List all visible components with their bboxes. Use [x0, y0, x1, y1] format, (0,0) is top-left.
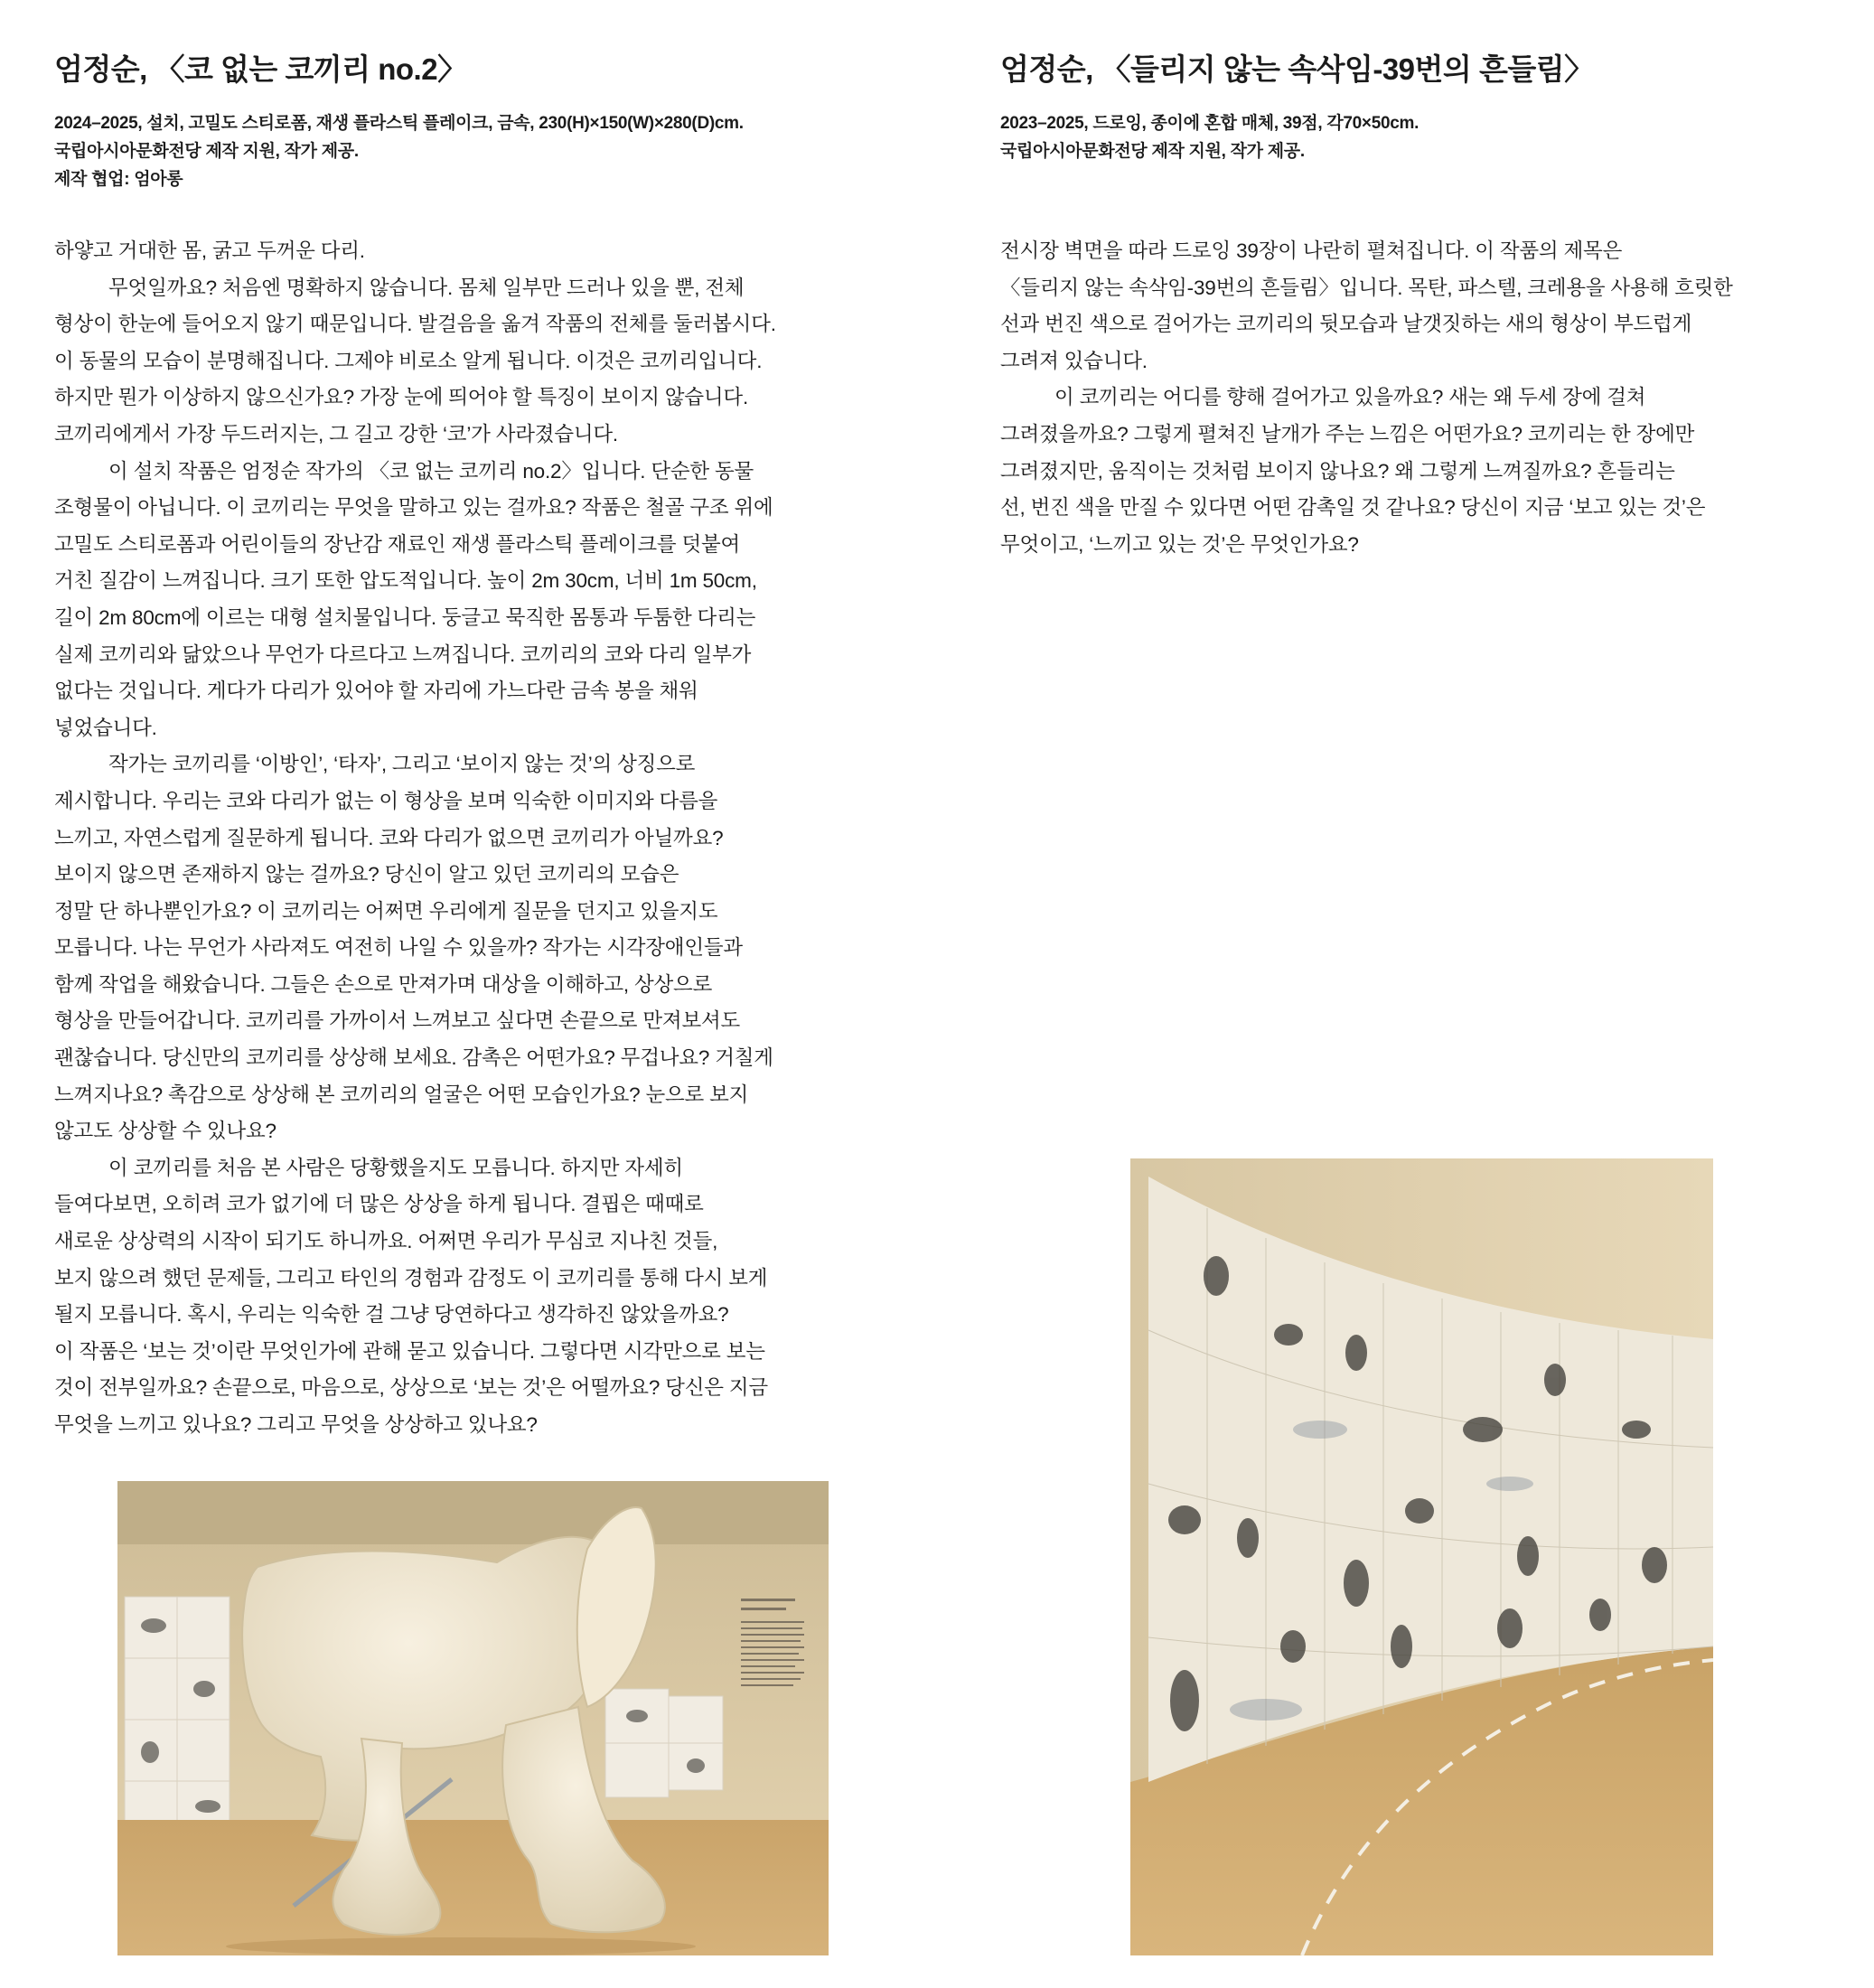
paragraph-line: 보이지 않으면 존재하지 않는 걸까요? 당신이 알고 있던 코끼리의 모습은 [54, 863, 679, 886]
paragraph-line: 작가는 코끼리를 ‘이방인’, ‘타자’, 그리고 ‘보이지 않는 것’의 상징으로 [108, 753, 696, 776]
paragraph-line: 이 작품은 ‘보는 것’이란 무엇인가에 관해 묻고 있습니다. 그렇다면 시각만으로 보는 [54, 1339, 765, 1363]
meta-line: 2023–2025, 드로잉, 종이에 혼합 매체, 39점, 각70×50cm. [1000, 114, 1420, 133]
paragraph-line: 느끼고, 자연스럽게 질문하게 됩니다. 코와 다리가 없으면 코끼리가 아닐까요? [54, 826, 724, 849]
paragraph-line: 무엇이고, ‘느끼고 있는 것’은 무엇인가요? [1000, 532, 1359, 556]
paragraph-line: 이 동물의 모습이 분명해집니다. 그제야 비로소 알게 됩니다. 이것은 코끼리입니다. [54, 349, 763, 372]
paragraph-line: 않고도 상상할 수 있나요? [54, 1120, 276, 1143]
paragraph-line: 코끼리에게서 가장 두드러지는, 그 길고 강한 ‘코’가 사라졌습니다. [54, 422, 618, 445]
paragraph-line: 무엇일까요? 처음엔 명확하지 않습니다. 몸체 일부만 드러나 있을 뿐, 전체 [108, 276, 745, 299]
paragraph-line: 그려졌을까요? 그렇게 펼쳐진 날개가 주는 느낌은 어떤가요? 코끼리는 한 장에만 [1000, 422, 1695, 445]
paragraph-line: 그려졌지만, 움직이는 것처럼 보이지 않나요? 왜 그렇게 느껴질까요? 흔들리는 [1000, 459, 1675, 483]
meta-line: 국립아시아문화전당 제작 지원, 작가 제공. [1000, 142, 1305, 161]
paragraph-line: 느껴지나요? 촉감으로 상상해 본 코끼리의 얼굴은 어떤 모습인가요? 눈으로 보지 [54, 1083, 749, 1106]
paragraph-line: 조형물이 아닙니다. 이 코끼리는 무엇을 말하고 있는 걸까요? 작품은 철골 구조 위에 [54, 496, 773, 520]
paragraph-line: 정말 단 하나뿐인가요? 이 코끼리는 어쩌면 우리에게 질문을 던지고 있을지도 [54, 899, 718, 923]
meta-line: 국립아시아문화전당 제작 지원, 작가 제공. [54, 142, 359, 161]
paragraph-line: 선과 번진 색으로 걸어가는 코끼리의 뒷모습과 날갯짓하는 새의 형상이 부드럽게 [1000, 313, 1692, 336]
paragraph-line: 함께 작업을 해왔습니다. 그들은 손으로 만져가며 대상을 이해하고, 상상으로 [54, 972, 713, 996]
left-column [54, 50, 895, 1444]
paragraph-line: 형상을 만들어갑니다. 코끼리를 가까이서 느껴보고 싶다면 손끝으로 만져보셔도 [54, 1009, 741, 1033]
paragraph-line: 보지 않으려 했던 문제들, 그리고 타인의 경험과 감정도 이 코끼리를 통해 다시 보게 [54, 1266, 768, 1289]
artwork-meta-right [1000, 109, 1841, 165]
sculpture-photo [117, 1481, 829, 1955]
paragraph-line: 무엇을 느끼고 있나요? 그리고 무엇을 상상하고 있나요? [54, 1413, 538, 1436]
artwork-description-left [54, 233, 895, 1444]
artwork-description-right [1000, 233, 1841, 563]
paragraph-line: 될지 모릅니다. 혹시, 우리는 익숙한 걸 그냥 당연하다고 생각하진 않았을까요? [54, 1303, 729, 1327]
paragraph-line: 모릅니다. 나는 무언가 사라져도 여전히 나일 수 있을까? 작가는 시각장애인들과 [54, 936, 743, 960]
paragraph-line: 괜찮습니다. 당신만의 코끼리를 상상해 보세요. 감촉은 어떤가요? 무겁나요? 거칠게 [54, 1046, 773, 1070]
paragraph-line: 넣었습니다. [54, 716, 157, 739]
paragraph-line: 없다는 것입니다. 게다가 다리가 있어야 할 자리에 가느다란 금속 봉을 채워 [54, 680, 698, 703]
paragraph-line: 이 코끼리를 처음 본 사람은 당황했을지도 모릅니다. 하지만 자세히 [108, 1156, 683, 1179]
paragraph-line: 길이 2m 80cm에 이르는 대형 설치물입니다. 둥글고 묵직한 몸통과 두툼한 다리는 [54, 605, 756, 629]
paragraph-line: 형상이 한눈에 들어오지 않기 때문입니다. 발걸음을 옮겨 작품의 전체를 둘러봅시다. [54, 313, 776, 336]
artwork-title-right: 엄정순, 〈들리지 않는 속삭임-39번의 흔들림〉 [1000, 52, 1594, 86]
paragraph-line: 것이 전부일까요? 손끝으로, 마음으로, 상상으로 ‘보는 것’은 어떨까요? 당신은 지금 [54, 1376, 768, 1400]
paragraph-line: 새로운 상상력의 시작이 되기도 하니까요. 어쩌면 우리가 무심코 지나친 것들, [54, 1230, 718, 1253]
meta-line: 2024–2025, 설치, 고밀도 스티로폼, 재생 플라스틱 플레이크, 금속, 230(H)×150(W)×280(D)cm. [54, 114, 744, 133]
paragraph-line: 들여다보면, 오히려 코가 없기에 더 많은 상상을 하게 됩니다. 결핍은 때때로 [54, 1193, 704, 1216]
paragraph-line: 선, 번진 색을 만질 수 있다면 어떤 감촉일 것 같나요? 당신이 지금 ‘보고 있는 것’은 [1000, 496, 1706, 520]
artwork-title-left: 엄정순, 〈코 없는 코끼리 no.2〉 [54, 52, 467, 86]
paragraph-line: 고밀도 스티로폼과 어린이들의 장난감 재료인 재생 플라스틱 플레이크를 덧붙여 [54, 532, 741, 556]
paragraph-line: 거친 질감이 느껴집니다. 크기 또한 압도적입니다. 높이 2m 30cm, 너비 1m 50cm, [54, 569, 757, 593]
paragraph-line: 하지만 뭔가 이상하지 않으신가요? 가장 눈에 띄어야 할 특징이 보이지 않습니다. [54, 386, 748, 409]
drawings-installation-photo [1130, 1158, 1713, 1955]
right-column [1000, 50, 1841, 563]
paragraph-line: 하얗고 거대한 몸, 굵고 두꺼운 다리. [54, 239, 365, 262]
artwork-meta-left [54, 109, 895, 193]
paragraph-line: 〈들리지 않는 속삭임-39번의 흔들림〉입니다. 목탄, 파스텔, 크레용을 사용해 흐릿한 [1000, 276, 1733, 299]
paragraph-line: 전시장 벽면을 따라 드로잉 39장이 나란히 펼쳐집니다. 이 작품의 제목은 [1000, 239, 1623, 262]
meta-line: 제작 협업: 엄아롱 [54, 170, 183, 189]
paragraph-line: 제시합니다. 우리는 코와 다리가 없는 이 형상을 보며 익숙한 이미지와 다름을 [54, 789, 718, 812]
paragraph-line: 그려져 있습니다. [1000, 349, 1148, 372]
paragraph-line: 이 설치 작품은 엄정순 작가의 〈코 없는 코끼리 no.2〉입니다. 단순한 동물 [108, 459, 754, 483]
paragraph-line: 실제 코끼리와 닮았으나 무언가 다르다고 느껴집니다. 코끼리의 코와 다리 일부가 [54, 642, 752, 666]
paragraph-line: 이 코끼리는 어디를 향해 걸어가고 있을까요? 새는 왜 두세 장에 걸쳐 [1054, 386, 1646, 409]
